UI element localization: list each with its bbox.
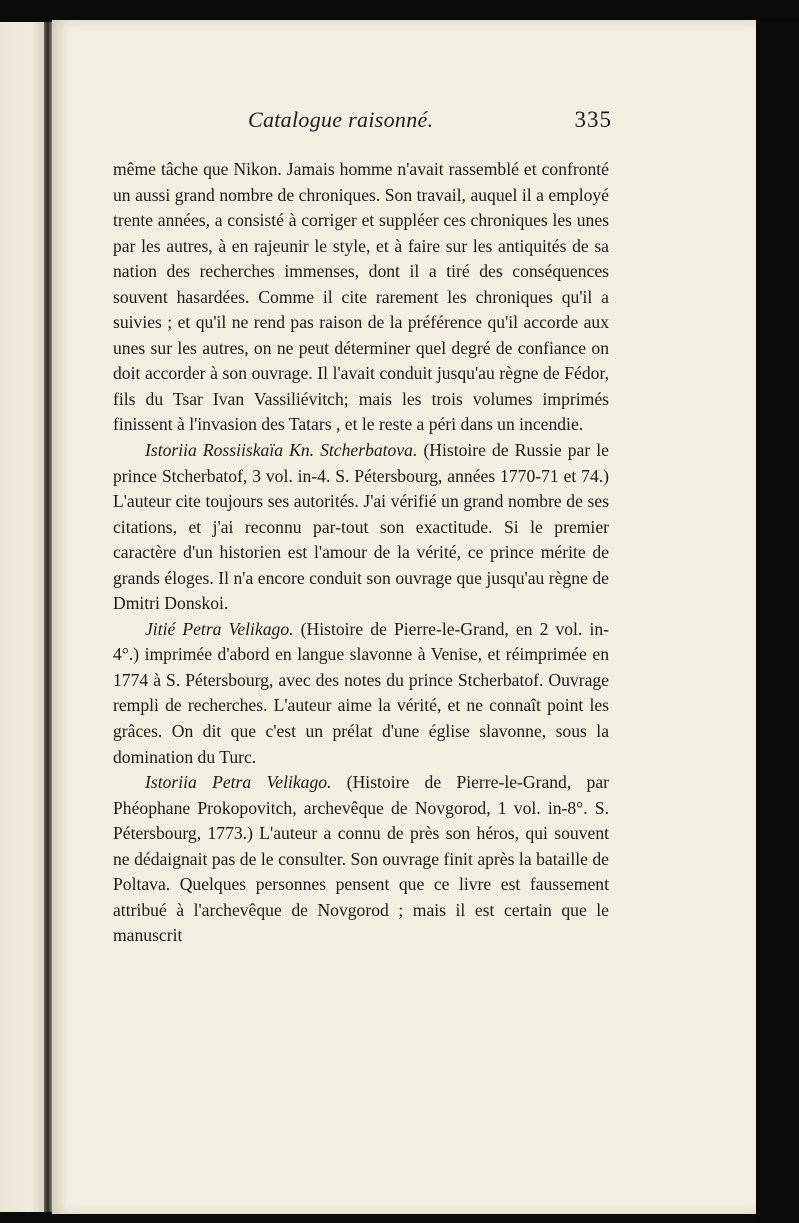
work-title: Istoriia Petra Velikago. — [145, 772, 332, 793]
facing-page-edge — [0, 22, 44, 1212]
work-title: Jitié Petra Velikago. — [145, 618, 294, 639]
paragraph-continued — [113, 157, 609, 438]
paragraph-jitie — [113, 617, 609, 770]
running-title: Catalogue raisonné. — [248, 107, 434, 132]
paragraph-text: même tâche que Nikon. Jamais homme n'avait rassemblé et confronté un aussi grand nombre de chroniques. Son travail, auquel il a employé trente années, a consisté à corriger et suppléer ces chroniques les unes par les autres, à en rajeunir le style, et à faire sur les antiquités de sa nation des recherches immenses, dont il a tiré des conséquences souvent hasardées. Comme il cite rarement les chroniques qu'il a suivies ; et qu'il ne rend pas raison de la préférence qu'il accorde aux unes sur les autres, on ne peut déterminer quel degré de confiance on doit accorder à son ouvrage. Il l'avait conduit jusqu'au règne de Fédor, fils du Tsar Ivan Vassiliévitch; mais les trois volumes imprimés finissent à l'invasion des Tatars , et le reste a péri dans un incendie. — [113, 159, 609, 435]
work-title: Istoriia Rossiiskaïa Kn. Stcherbatova. — [145, 440, 418, 461]
scan-background — [756, 18, 799, 1223]
page-number: 335 — [574, 107, 612, 132]
paragraph-text: (Histoire de Russie par le prince Stcherbatof, 3 vol. in-4. S. Pétersbourg, années 1770-71 et 74.) L'auteur cite toujours ses autorités. J'ai vérifié un grand nombre de ses citations, et j'ai reconnu par-tout son exactitude. Si le premier caractère d'un historien est l'amour de la vérité, ce prince mérite de grands éloges. Il n'a encore conduit son ouvrage que jusqu'au règne de Dmitri Donskoi. — [113, 440, 609, 614]
running-head — [248, 107, 618, 141]
paragraph-prokopovitch — [113, 770, 609, 949]
book-gutter — [44, 22, 52, 1212]
paragraph-text: (Histoire de Pierre-le-Grand, en 2 vol. in-4°.) imprimée d'abord en langue slavonne à Venise, et réimprimée en 1774 à S. Pétersbourg, avec des notes du prince Stcherbatof. Ouvrage rempli de recherches. L'auteur aime la vérité, et ne connaît point les grâces. On dit que c'est un prélat d'une église slavonne, sous la domination du Turc. — [113, 618, 609, 767]
paragraph-stcherbatof — [113, 438, 609, 617]
body-text — [113, 157, 609, 949]
paragraph-text: (Histoire de Pierre-le-Grand, par Phéophane Prokopovitch, archevêque de Novgorod, 1 vol. in-8°. S. Pétersbourg, 1773.) L'auteur a connu de près son héros, qui souvent ne dédaignait pas de le consulter. Son ouvrage finit après la bataille de Poltava. Quelques personnes pensent que ce livre est faussement attribué à l'archevêque de Novgorod ; mais il est certain que le manuscrit — [113, 772, 609, 946]
